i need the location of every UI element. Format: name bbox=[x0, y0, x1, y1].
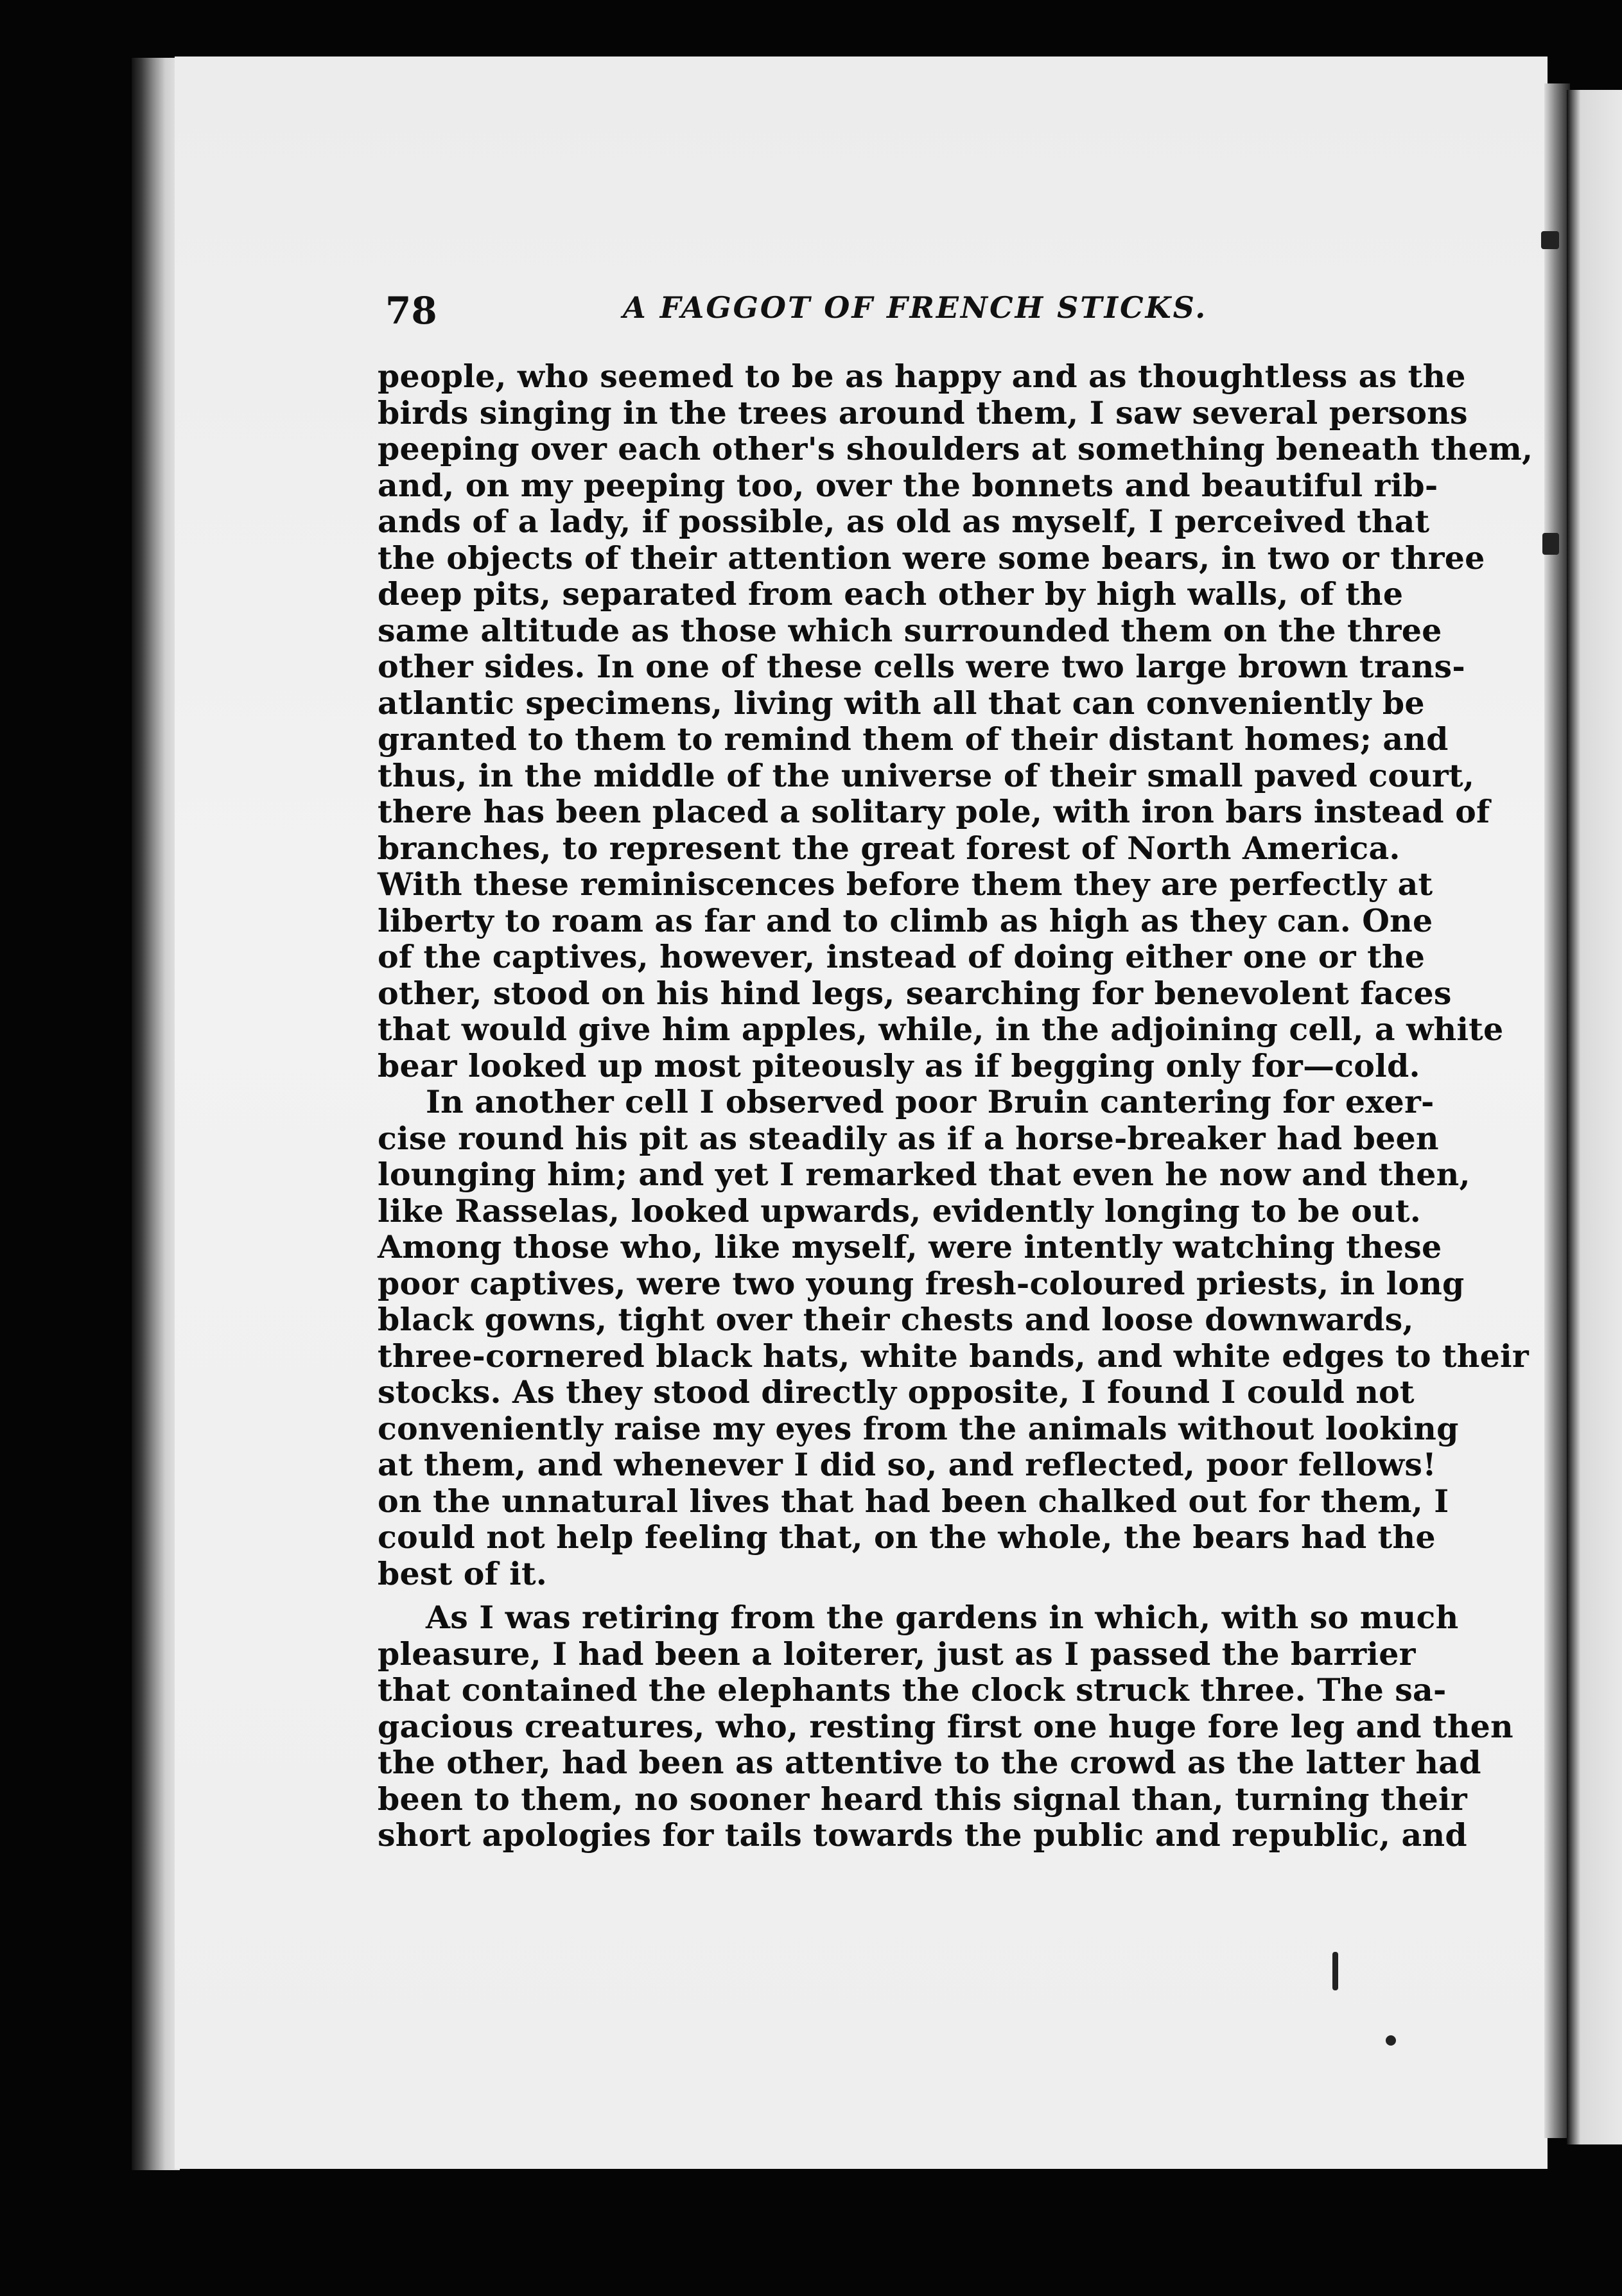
text-line: pleasure, I had been a loiterer, just as I passed the barrier bbox=[378, 1635, 1416, 1673]
adjacent-page-edge bbox=[1567, 90, 1622, 2144]
text-line: poor captives, were two young fresh-coloured priests, in long bbox=[378, 1264, 1465, 1302]
scan-speck bbox=[1332, 1952, 1338, 1990]
text-line: at them, and whenever I did so, and reflected, poor fellows! bbox=[378, 1446, 1436, 1483]
text-line: three-cornered black hats, white bands, and white edges to their bbox=[378, 1337, 1529, 1375]
text-line: deep pits, separated from each other by high walls, of the bbox=[378, 575, 1404, 613]
text-line: been to them, no sooner heard this signal than, turning their bbox=[378, 1780, 1467, 1818]
page-right-edge-shadow bbox=[1544, 83, 1570, 2138]
paragraph-1 bbox=[378, 358, 1533, 1084]
text-line: could not help feeling that, on the whole, the bears had the bbox=[378, 1518, 1436, 1556]
text-line: lounging him; and yet I remarked that even he now and then, bbox=[378, 1156, 1470, 1193]
text-line: black gowns, tight over their chests and loose downwards, bbox=[378, 1301, 1414, 1338]
text-line: cise round his pit as steadily as if a horse-breaker had been bbox=[378, 1119, 1439, 1157]
text-line: other, stood on his hind legs, searching for benevolent faces bbox=[378, 974, 1452, 1012]
text-line: stocks. As they stood directly opposite, I found I could not bbox=[378, 1373, 1415, 1411]
page-gutter-shadow bbox=[132, 58, 180, 2170]
text-line: As I was retiring from the gardens in which, with so much bbox=[426, 1599, 1459, 1636]
text-line: conveniently raise my eyes from the animals without looking bbox=[378, 1409, 1459, 1447]
scan-speck bbox=[1542, 533, 1559, 555]
text-line: of the captives, however, instead of doing either one or the bbox=[378, 938, 1426, 975]
text-line: on the unnatural lives that had been chalked out for them, I bbox=[378, 1482, 1449, 1520]
text-line: ands of a lady, if possible, as old as myself, I perceived that bbox=[378, 503, 1430, 540]
paragraph-2 bbox=[378, 1083, 1529, 1592]
text-line: thus, in the middle of the universe of their small paved court, bbox=[378, 756, 1475, 794]
text-line: that contained the elephants the clock struck three. The sa- bbox=[378, 1671, 1447, 1709]
scan-speck bbox=[1541, 231, 1559, 249]
text-line: gacious creatures, who, resting first one huge fore leg and then bbox=[378, 1707, 1513, 1745]
running-head bbox=[385, 289, 1496, 333]
text-line: same altitude as those which surrounded them on the three bbox=[378, 611, 1442, 649]
text-line: bear looked up most piteously as if begging only for—cold. bbox=[378, 1047, 1420, 1084]
text-line: peeping over each other's shoulders at something beneath them, bbox=[378, 430, 1533, 467]
text-line: other sides. In one of these cells were two large brown trans- bbox=[378, 648, 1465, 685]
page-number: 78 bbox=[385, 289, 437, 333]
text-line: short apologies for tails towards the public and republic, and bbox=[378, 1816, 1467, 1854]
text-line: and, on my peeping too, over the bonnets and beautiful rib- bbox=[378, 466, 1438, 504]
text-line: the objects of their attention were some bears, in two or three bbox=[378, 539, 1485, 577]
text-line: people, who seemed to be as happy and as thoughtless as the bbox=[378, 358, 1466, 395]
body-text bbox=[378, 358, 1533, 1854]
text-line: best of it. bbox=[378, 1554, 548, 1592]
text-line: birds singing in the trees around them, I saw several persons bbox=[378, 394, 1468, 431]
text-line: atlantic specimens, living with all that can conveniently be bbox=[378, 684, 1425, 722]
text-line: branches, to represent the great forest of North America. bbox=[378, 829, 1400, 867]
text-line: liberty to roam as far and to climb as high as they can. One bbox=[378, 901, 1433, 939]
paragraph-3 bbox=[378, 1599, 1513, 1854]
text-line: granted to them to remind them of their distant homes; and bbox=[378, 720, 1449, 758]
text-line: With these reminiscences before them they are perfectly at bbox=[378, 865, 1433, 903]
running-head-title: A FAGGOT OF FRENCH STICKS. bbox=[623, 290, 1208, 325]
text-line: Among those who, like myself, were intently watching these bbox=[378, 1228, 1442, 1265]
text-line: like Rasselas, looked upwards, evidently longing to be out. bbox=[378, 1192, 1421, 1230]
text-line: that would give him apples, while, in the adjoining cell, a white bbox=[378, 1011, 1504, 1048]
text-line: there has been placed a solitary pole, with iron bars instead of bbox=[378, 793, 1490, 830]
text-line: the other, had been as attentive to the crowd as the latter had bbox=[378, 1744, 1481, 1781]
scan-speck bbox=[1386, 2035, 1396, 2046]
text-line: In another cell I observed poor Bruin cantering for exer- bbox=[426, 1083, 1435, 1120]
